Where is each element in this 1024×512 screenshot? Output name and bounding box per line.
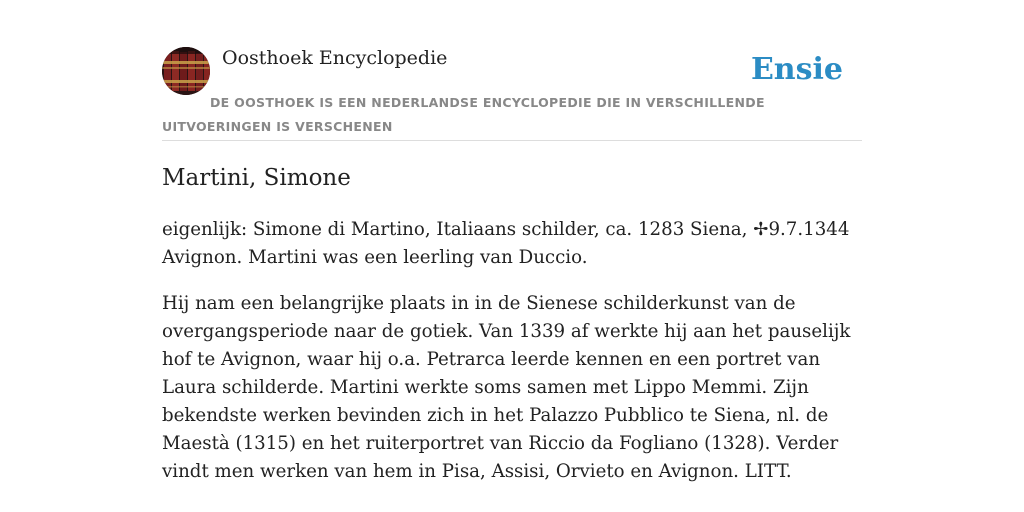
page-title: Martini, Simone: [162, 165, 351, 191]
article-paragraph: Hij nam een belangrijke plaats in in de Sienese schilderkunst van de overgangsperiode naar de gotiek. Van 1339 af werkte hij aan het pauselijk hof te Avignon, waar hij o.a. Petrarca leerde kennen en een portret van Laura schilderde. Martini werkte soms samen met Lippo Memmi. Zijn bekendste werken bevinden zich in het Palazzo Pubblico te Siena, nl. de Maestà (1315) en het ruiterportret van Riccio da Fogliano (1328). Verder vindt men werken van hem in Pisa, Assisi, Orvieto en Avignon. LITT.: [162, 293, 851, 482]
article-paragraph: eigenlijk: Simone di Martino, Italiaans schilder, ca. 1283 Siena, ✢9.7.1344 Avignon. Martini was een leerling van Duccio.: [162, 219, 850, 268]
brand-logo-link[interactable]: Ensie: [750, 52, 843, 87]
site-name-link[interactable]: Oosthoek Encyclopedie: [222, 47, 448, 69]
site-header: [162, 46, 862, 141]
article-body: [162, 216, 864, 504]
site-tagline: DE OOSTHOEK IS EEN NEDERLANDSE ENCYCLOPEDIE DIE IN VERSCHILLENDE UITVOERINGEN IS VERSCHENEN: [162, 95, 765, 134]
encyclopedia-books-icon[interactable]: [162, 47, 210, 95]
